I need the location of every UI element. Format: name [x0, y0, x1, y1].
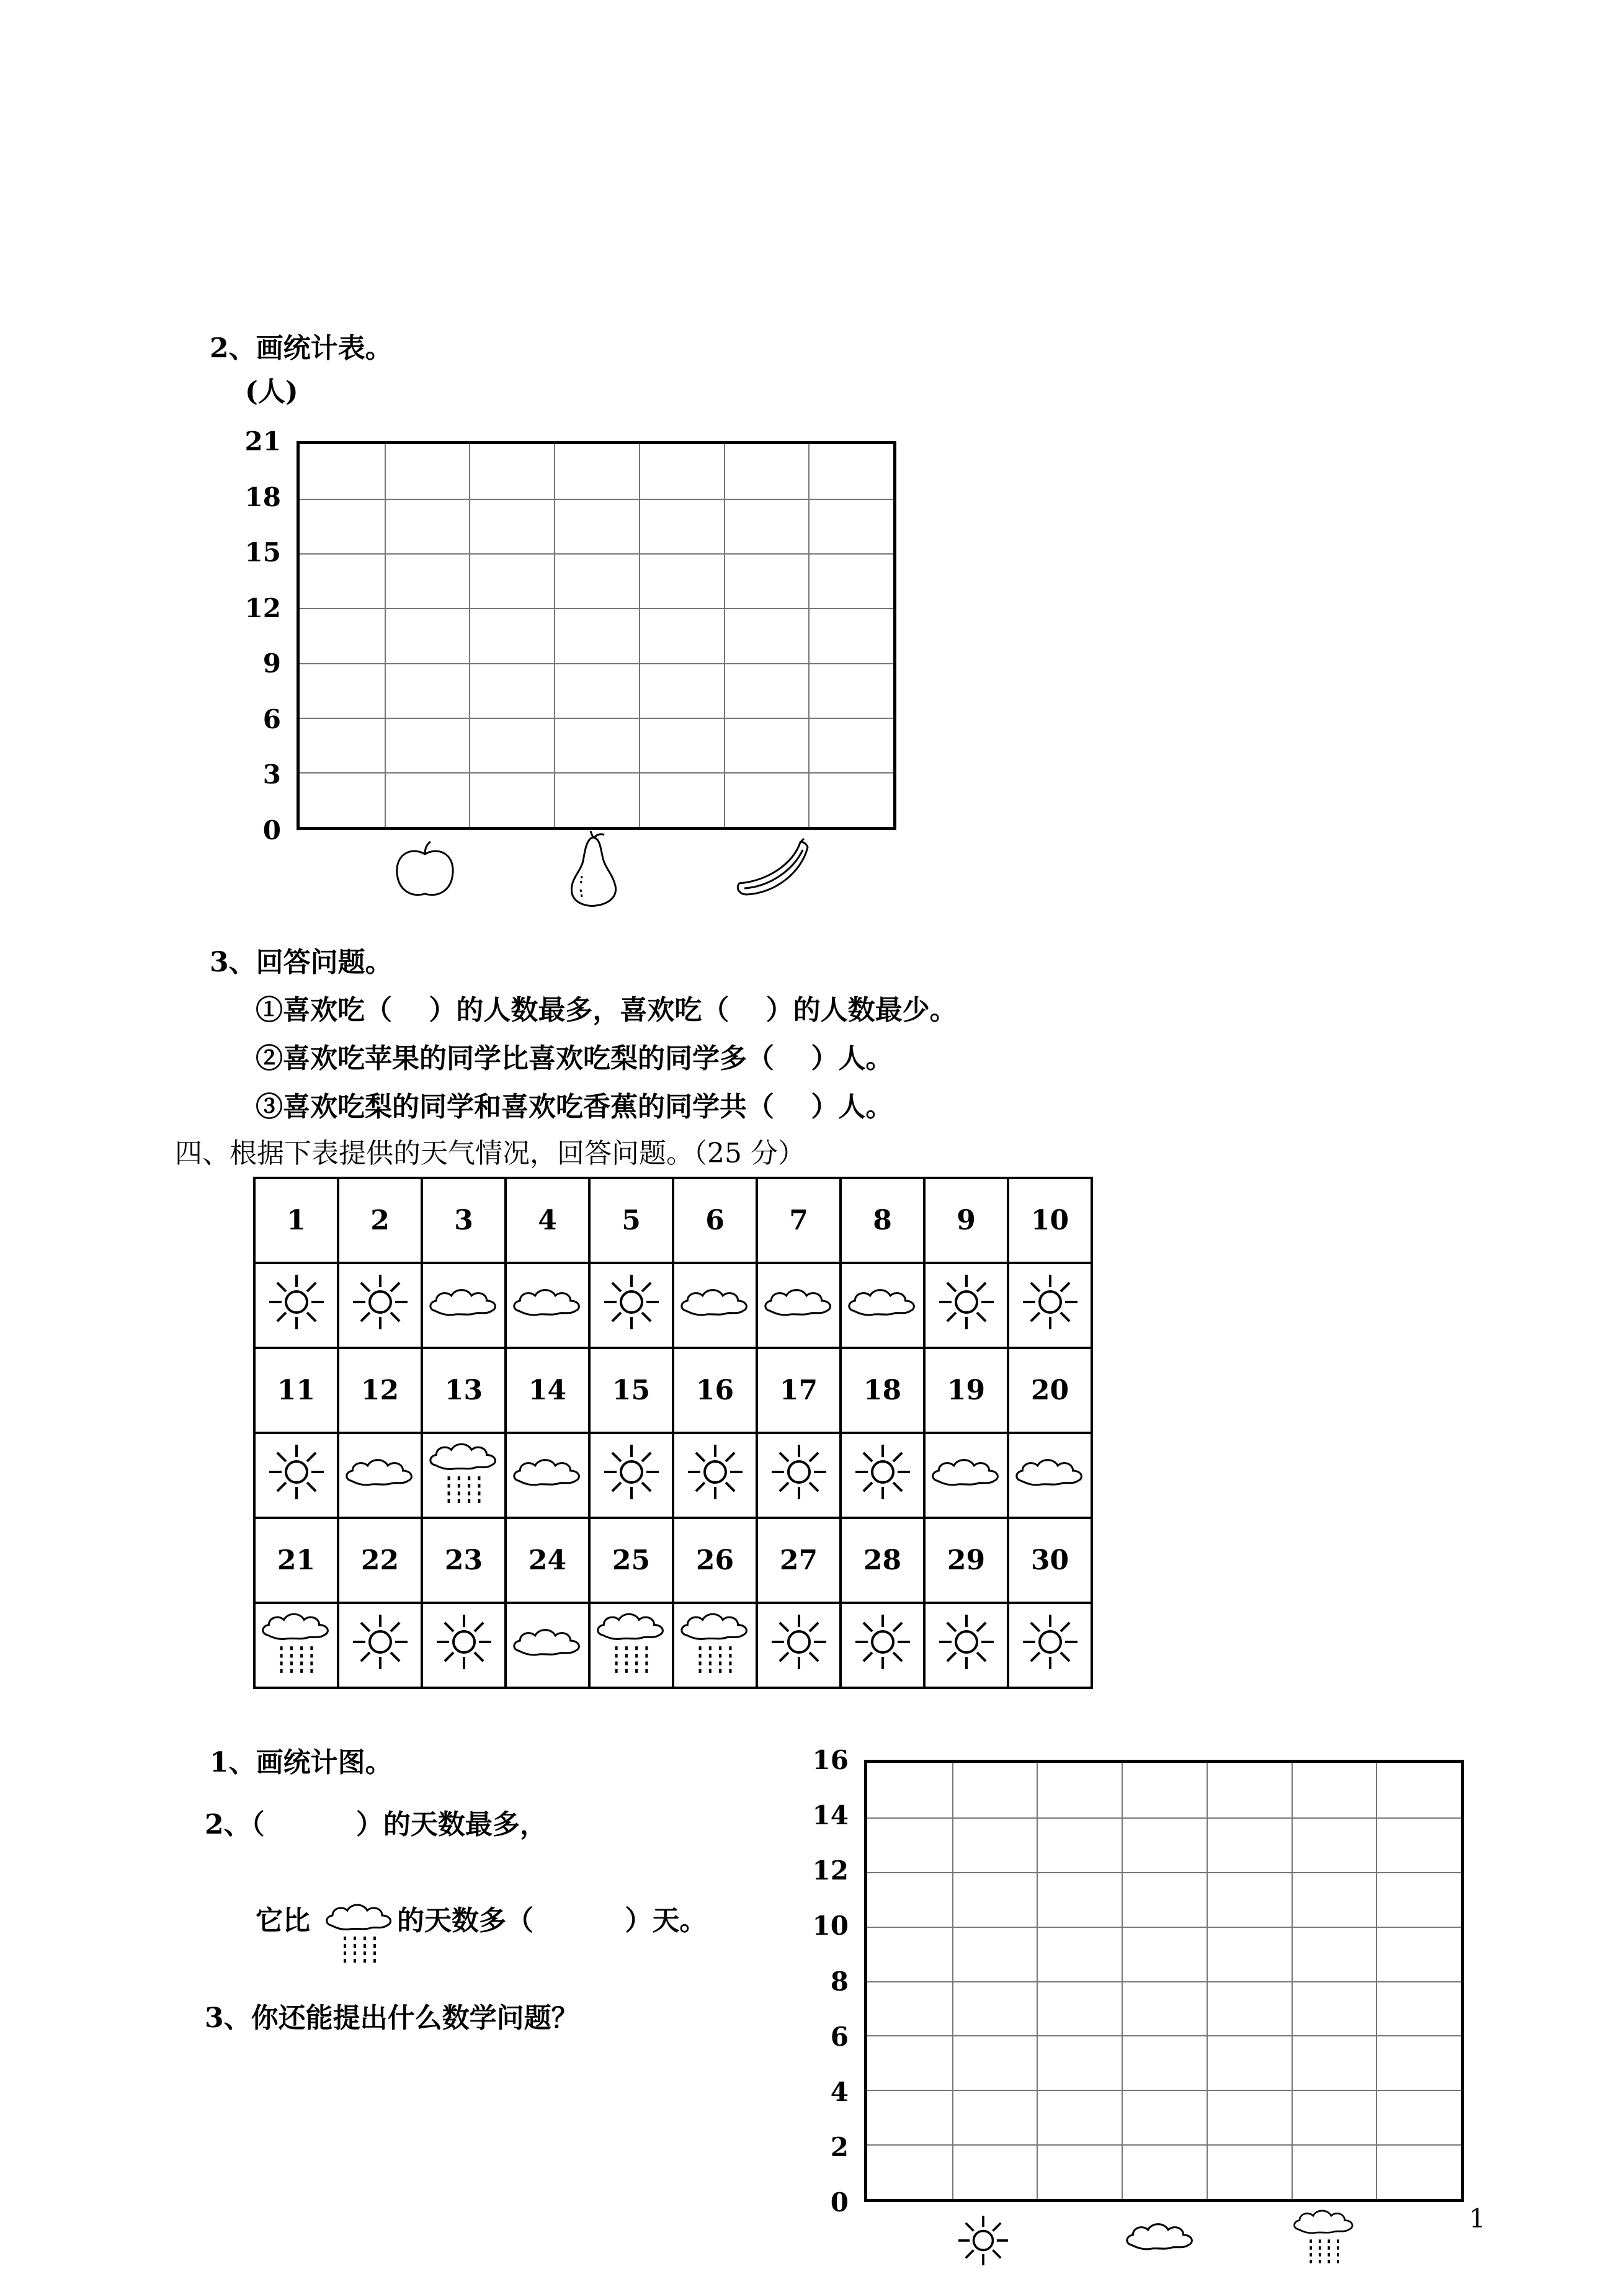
day-number-cell: 3	[422, 1178, 506, 1263]
grid-horizontal-line	[300, 718, 893, 719]
grid-horizontal-line	[300, 553, 893, 555]
day-number-cell: 13	[422, 1348, 506, 1433]
weather-cell	[673, 1263, 757, 1348]
day-number-cell: 7	[757, 1178, 841, 1263]
weather-cell	[506, 1603, 589, 1688]
weather-cell	[757, 1433, 841, 1518]
weather-chart-grid	[864, 1760, 1464, 2202]
rain-icon	[594, 1607, 669, 1683]
question-3-answer: 3、回答问题。	[210, 947, 393, 978]
question-2b-prefix: 它比	[256, 1905, 310, 1937]
y-tick-label: 18	[244, 481, 281, 512]
sun-icon	[681, 1438, 749, 1513]
day-number-cell: 9	[924, 1178, 1008, 1263]
day-number-cell: 29	[924, 1518, 1008, 1603]
question-3-item-1: ①喜欢吃（ ）的人数最多，喜欢吃（ ）的人数最少。	[256, 994, 957, 1026]
rain-icon	[259, 1607, 334, 1683]
day-number-cell: 27	[757, 1518, 841, 1603]
y-tick-label: 2	[830, 2131, 849, 2162]
y-tick-label: 9	[262, 648, 281, 679]
weather-icon-row	[254, 1433, 1092, 1518]
day-number-cell: 25	[589, 1518, 673, 1603]
day-number-cell: 24	[506, 1518, 589, 1603]
grid-horizontal-line	[300, 608, 893, 609]
weather-cell	[924, 1263, 1008, 1348]
day-number-cell: 14	[506, 1348, 589, 1433]
weather-cell	[757, 1263, 841, 1348]
day-number-cell: 8	[841, 1178, 924, 1263]
grid-horizontal-line	[300, 663, 893, 664]
weather-cell	[841, 1433, 924, 1518]
day-number-cell: 30	[1008, 1518, 1092, 1603]
y-tick-label: 15	[244, 537, 281, 568]
day-number-cell: 20	[1008, 1348, 1092, 1433]
question-2-most-days: 2、（ ）的天数最多，	[205, 1809, 547, 1840]
weather-cell	[254, 1603, 338, 1688]
day-number-cell: 10	[1008, 1178, 1092, 1263]
y-tick-label: 6	[830, 2021, 849, 2052]
cloud-icon	[929, 1453, 1004, 1498]
cloud-icon	[342, 1453, 418, 1498]
weather-cell	[841, 1603, 924, 1688]
rain-icon	[677, 1607, 753, 1683]
y-tick-label: 10	[812, 1911, 849, 1942]
day-number-cell: 1	[254, 1178, 338, 1263]
weather-cell	[589, 1433, 673, 1518]
cloud-icon	[426, 1283, 502, 1328]
day-number-row	[254, 1178, 1092, 1263]
y-tick-label: 8	[830, 1966, 849, 1997]
weather-table	[253, 1177, 1093, 1689]
weather-cell	[1008, 1263, 1092, 1348]
grid-horizontal-line	[867, 1817, 1461, 1819]
question-3-item-2: ②喜欢吃苹果的同学比喜欢吃梨的同学多（ ）人。	[256, 1043, 893, 1074]
grid-horizontal-line	[867, 2035, 1461, 2036]
day-number-cell: 26	[673, 1518, 757, 1603]
weather-cell	[506, 1263, 589, 1348]
y-axis-unit: (人)	[245, 376, 298, 408]
day-number-cell: 6	[673, 1178, 757, 1263]
weather-cell	[338, 1603, 422, 1688]
rain-icon	[323, 1898, 397, 1969]
day-number-cell: 21	[254, 1518, 338, 1603]
page-number: 1	[1469, 2203, 1486, 2234]
grid-horizontal-line	[867, 2090, 1461, 2091]
question-2b-suffix: 的天数多（ ）天。	[397, 1905, 707, 1937]
y-tick-label: 21	[244, 426, 281, 457]
weather-icon-row	[254, 1263, 1092, 1348]
weather-cell	[924, 1603, 1008, 1688]
sun-icon	[597, 1268, 666, 1343]
weather-cell	[338, 1433, 422, 1518]
pear-icon	[563, 831, 625, 909]
weather-cell	[1008, 1433, 1092, 1518]
sun-icon	[597, 1438, 666, 1513]
weather-cell	[841, 1263, 924, 1348]
sun-icon	[1016, 1268, 1084, 1343]
cloud-icon	[510, 1453, 586, 1498]
y-tick-label: 12	[812, 1855, 849, 1886]
y-tick-label: 14	[812, 1800, 849, 1831]
grid-vertical-line	[808, 444, 810, 827]
grid-horizontal-line	[300, 499, 893, 500]
sun-icon	[346, 1268, 414, 1343]
weather-cell	[254, 1433, 338, 1518]
y-tick-label: 16	[812, 1745, 849, 1775]
y-tick-label: 0	[830, 2187, 849, 2218]
day-number-row	[254, 1518, 1092, 1603]
grid-horizontal-line	[300, 772, 893, 774]
cloud-icon	[677, 1283, 753, 1328]
sun-icon	[765, 1608, 833, 1683]
y-tick-label: 6	[262, 703, 281, 734]
day-number-cell: 18	[841, 1348, 924, 1433]
sun-icon	[849, 1438, 917, 1513]
grid-vertical-line	[469, 444, 470, 827]
cloud-icon	[1123, 2217, 1198, 2258]
question-1-draw-chart: 1、画统计图。	[210, 1747, 393, 1778]
weather-cell	[506, 1433, 589, 1518]
weather-cell	[924, 1433, 1008, 1518]
weather-cell	[589, 1603, 673, 1688]
question-3-more-questions: 3、你还能提出什么数学问题？	[205, 2002, 579, 2034]
grid-horizontal-line	[867, 1872, 1461, 1873]
weather-cell	[338, 1263, 422, 1348]
y-tick-label: 3	[262, 759, 281, 790]
day-number-cell: 4	[506, 1178, 589, 1263]
day-number-cell: 5	[589, 1178, 673, 1263]
sun-icon	[430, 1608, 498, 1683]
weather-icon-row	[254, 1603, 1092, 1688]
sun-icon	[262, 1438, 331, 1513]
cloud-icon	[845, 1283, 921, 1328]
apple-icon	[391, 840, 459, 903]
day-number-row	[254, 1348, 1092, 1433]
sun-icon	[952, 2209, 1014, 2274]
weather-cell	[422, 1603, 506, 1688]
day-number-cell: 28	[841, 1518, 924, 1603]
grid-vertical-line	[385, 444, 386, 827]
weather-cell	[422, 1263, 506, 1348]
day-number-cell: 19	[924, 1348, 1008, 1433]
day-number-cell: 11	[254, 1348, 338, 1433]
day-number-cell: 12	[338, 1348, 422, 1433]
weather-cell	[1008, 1603, 1092, 1688]
sun-icon	[262, 1268, 331, 1343]
day-number-cell: 2	[338, 1178, 422, 1263]
weather-cell	[254, 1263, 338, 1348]
rain-icon	[426, 1437, 502, 1514]
weather-cell	[422, 1433, 506, 1518]
day-number-cell: 23	[422, 1518, 506, 1603]
day-number-cell: 22	[338, 1518, 422, 1603]
weather-cell	[757, 1603, 841, 1688]
cloud-icon	[761, 1283, 837, 1328]
grid-horizontal-line	[867, 1927, 1461, 1928]
weather-cell	[673, 1603, 757, 1688]
y-tick-label: 12	[244, 592, 281, 623]
day-number-cell: 16	[673, 1348, 757, 1433]
sun-icon	[932, 1608, 1001, 1683]
grid-horizontal-line	[867, 2144, 1461, 2146]
section-4-heading: 四、根据下表提供的天气情况，回答问题。（25 分）	[175, 1138, 805, 1169]
grid-vertical-line	[724, 444, 725, 827]
y-tick-label: 0	[262, 815, 281, 845]
question-3-item-3: ③喜欢吃梨的同学和喜欢吃香蕉的同学共（ ）人。	[256, 1091, 893, 1123]
day-number-cell: 17	[757, 1348, 841, 1433]
sun-icon	[932, 1268, 1001, 1343]
sun-icon	[1016, 1608, 1084, 1683]
grid-vertical-line	[639, 444, 640, 827]
weather-cell	[589, 1263, 673, 1348]
y-tick-label: 4	[830, 2076, 849, 2107]
sun-icon	[765, 1438, 833, 1513]
grid-horizontal-line	[867, 1981, 1461, 1982]
cloud-icon	[510, 1283, 586, 1328]
day-number-cell: 15	[589, 1348, 673, 1433]
grid-vertical-line	[554, 444, 555, 827]
sun-icon	[346, 1608, 414, 1683]
question-2-draw-table: 2、画统计表。	[210, 332, 393, 364]
cloud-icon	[510, 1623, 586, 1668]
cloud-icon	[1012, 1453, 1088, 1498]
fruit-chart-grid	[297, 441, 896, 830]
rain-icon	[1290, 2205, 1359, 2269]
banana-icon	[732, 837, 813, 899]
weather-cell	[673, 1433, 757, 1518]
sun-icon	[849, 1608, 917, 1683]
